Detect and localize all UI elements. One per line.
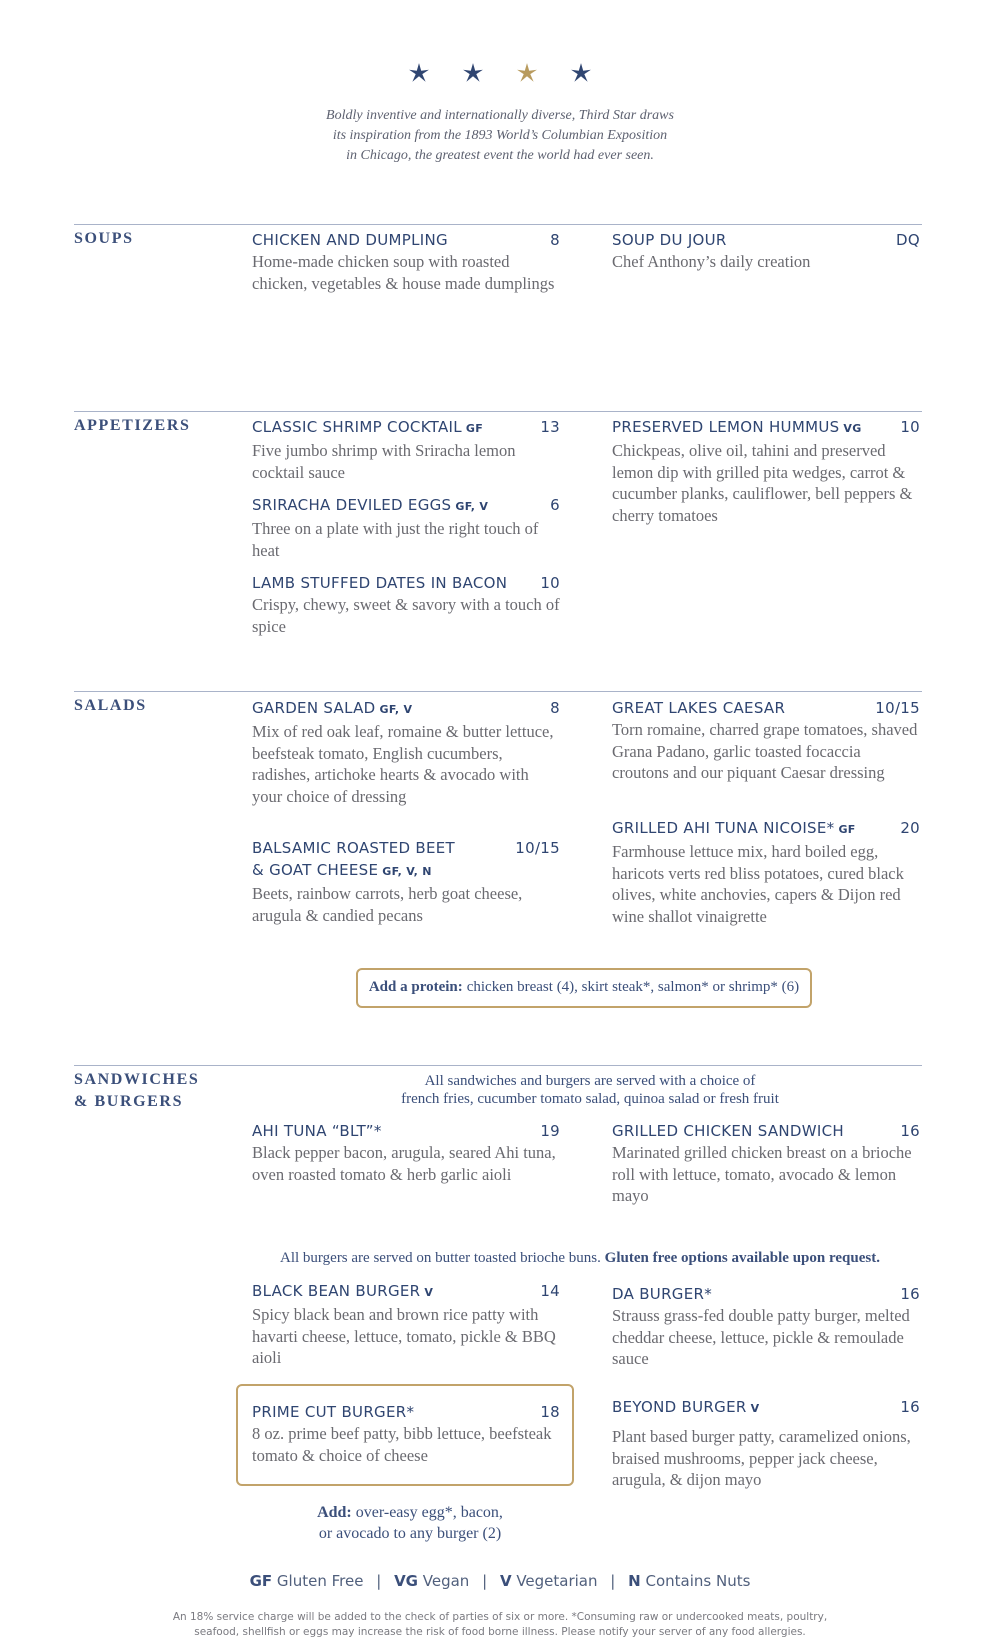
burger-bun-note xyxy=(200,1249,960,1267)
section-divider xyxy=(74,1065,922,1066)
item-price: 8 xyxy=(550,231,560,249)
item-name: AHI TUNA “BLT”* xyxy=(252,1122,382,1140)
fine-print xyxy=(170,1610,830,1640)
item-name: SRIRACHA DEVILED EGGS xyxy=(252,496,452,514)
item-name: CHICKEN AND DUMPLING xyxy=(252,231,448,249)
diet-tags: GF xyxy=(465,422,484,435)
section-title-line: SANDWICHES xyxy=(74,1071,200,1088)
item-name: GRILLED CHICKEN SANDWICH xyxy=(612,1122,844,1140)
legend-separator: | xyxy=(610,1572,616,1590)
item-price: 8 xyxy=(550,699,560,717)
add-protein-label: Add a protein: xyxy=(368,978,463,995)
menu-item xyxy=(252,697,560,807)
burger-addons-note xyxy=(270,1502,550,1544)
legend-label: Vegan xyxy=(422,1572,470,1590)
note-line: french fries, cucumber tomato salad, quinoa salad or fresh fruit xyxy=(401,1091,779,1107)
menu-item xyxy=(252,416,560,483)
item-name: BALSAMIC ROASTED BEET xyxy=(252,839,455,857)
item-name: GARDEN SALAD xyxy=(252,699,376,717)
add-protein-text: chicken breast (4), skirt steak*, salmon* or shrimp* (6) xyxy=(466,978,800,995)
item-description: Farmhouse lettuce mix, hard boiled egg, haricots verts red bliss potatoes, cured black olives, white anchovies, capers & Dijon red wine shallot vinaigrette xyxy=(612,842,904,926)
section-divider xyxy=(74,411,922,412)
item-price: 16 xyxy=(900,1285,920,1303)
item-description: Beets, rainbow carrots, herb goat cheese, arugula & candied pecans xyxy=(252,884,523,925)
item-description: Plant based burger patty, caramelized onions, braised mushrooms, pepper jack cheese, arugula, & dijon mayo xyxy=(612,1427,911,1489)
menu-item xyxy=(612,697,920,784)
item-description: Three on a plate with just the right touch of heat xyxy=(252,519,539,560)
menu-item xyxy=(612,416,920,526)
item-description: 8 oz. prime beef patty, bibb lettuce, beefsteak tomato & choice of cheese xyxy=(252,1424,552,1465)
item-name: BEYOND BURGER xyxy=(612,1398,747,1416)
item-name: SOUP DU JOUR xyxy=(612,231,727,249)
intro-line: Boldly inventive and internationally diverse, Third Star draws xyxy=(326,108,674,123)
section-title-soups: SOUPS xyxy=(74,230,134,247)
menu-item xyxy=(252,229,560,294)
sandwich-sides-note xyxy=(360,1072,820,1108)
item-price: DQ xyxy=(896,231,920,249)
item-price: 10/15 xyxy=(875,699,920,717)
fine-print-line: seafood, shellfish or eggs may increase the risk of food borne illness. Please notify your server of any food allergies. xyxy=(194,1626,806,1638)
legend-label: Vegetarian xyxy=(516,1572,598,1590)
menu-item xyxy=(612,229,920,273)
item-price: 14 xyxy=(540,1282,560,1300)
item-name: & GOAT CHEESE xyxy=(252,861,379,879)
item-description: Five jumbo shrimp with Sriracha lemon cocktail sauce xyxy=(252,441,516,482)
fine-print-line: An 18% service charge will be added to the check of parties of six or more. *Consuming raw or undercooked meats, poultry, xyxy=(172,1611,828,1623)
menu-item xyxy=(612,1120,920,1207)
star-icon xyxy=(570,62,592,84)
menu-item xyxy=(612,1396,920,1491)
add-protein-note xyxy=(358,970,810,1004)
note-line: All sandwiches and burgers are served with a choice of xyxy=(424,1073,756,1089)
diet-tags: GF, V xyxy=(455,500,489,513)
item-name: PRIME CUT BURGER* xyxy=(252,1403,415,1421)
diet-tags: V xyxy=(424,1286,434,1299)
diet-tags: GF, V, N xyxy=(382,865,432,878)
legend-code: VG xyxy=(394,1572,418,1590)
menu-item xyxy=(612,1283,920,1370)
item-price: 10 xyxy=(540,574,560,592)
item-name: PRESERVED LEMON HUMMUS xyxy=(612,418,840,436)
star-icon xyxy=(462,62,484,84)
star-row xyxy=(0,62,1000,89)
diet-tags: V xyxy=(750,1402,760,1415)
legend-label: Gluten Free xyxy=(276,1572,364,1590)
item-price: 16 xyxy=(900,1398,920,1416)
legend-code: V xyxy=(499,1572,512,1590)
item-name: GREAT LAKES CAESAR xyxy=(612,699,786,717)
burger-note-text: All burgers are served on butter toasted brioche buns. xyxy=(280,1250,601,1266)
section-divider xyxy=(74,224,922,225)
item-description: Mix of red oak leaf, romaine & butter lettuce, beefsteak tomato, English cucumbers, radishes, artichoke hearts & avocado with your choice of dressing xyxy=(252,722,554,806)
section-title-line: & BURGERS xyxy=(74,1093,184,1110)
legend-separator: | xyxy=(376,1572,382,1590)
gold-star-icon xyxy=(516,62,538,84)
item-name: LAMB STUFFED DATES IN BACON xyxy=(252,574,508,592)
menu-item xyxy=(252,1120,560,1185)
item-description: Chickpeas, olive oil, tahini and preserved lemon dip with grilled pita wedges, carrot & cucumber planks, cauliflower, bell peppers & cherry tomatoes xyxy=(612,441,913,525)
diet-tags: GF xyxy=(838,823,856,836)
item-price: 13 xyxy=(540,418,560,436)
item-price: 18 xyxy=(540,1403,560,1421)
item-price: 16 xyxy=(900,1122,920,1140)
add-label: Add: xyxy=(317,1504,352,1521)
menu-item xyxy=(252,1401,560,1466)
item-description: Chef Anthony’s daily creation xyxy=(612,252,811,271)
section-title-appetizers: APPETIZERS xyxy=(74,417,191,434)
legend-code: GF xyxy=(249,1572,273,1590)
item-price: 19 xyxy=(540,1122,560,1140)
intro-text xyxy=(200,106,800,166)
intro-line: its inspiration from the 1893 World’s Columbian Exposition xyxy=(332,128,668,143)
diet-legend xyxy=(0,1572,1000,1590)
item-description: Crispy, chewy, sweet & savory with a touch of spice xyxy=(252,595,560,636)
section-title-salads: SALADS xyxy=(74,697,147,714)
item-description: Black pepper bacon, arugula, seared Ahi tuna, oven roasted tomato & herb garlic aioli xyxy=(252,1143,556,1184)
legend-label: Contains Nuts xyxy=(645,1572,751,1590)
diet-tags: GF, V xyxy=(379,703,413,716)
menu-item xyxy=(252,572,560,637)
item-description: Home-made chicken soup with roasted chicken, vegetables & house made dumplings xyxy=(252,252,555,293)
menu-item xyxy=(612,817,920,927)
menu-item xyxy=(252,494,560,561)
item-name: CLASSIC SHRIMP COCKTAIL xyxy=(252,418,462,436)
add-line: or avocado to any burger (2) xyxy=(318,1525,502,1542)
menu-item xyxy=(252,837,560,926)
item-name: GRILLED AHI TUNA NICOISE* xyxy=(612,819,835,837)
item-name: BLACK BEAN BURGER xyxy=(252,1282,421,1300)
star-icon xyxy=(408,62,430,84)
item-description: Marinated grilled chicken breast on a brioche roll with lettuce, tomato, avocado & lemon mayo xyxy=(612,1143,912,1205)
item-price: 6 xyxy=(550,496,560,514)
section-title-sandwiches xyxy=(74,1069,199,1113)
legend-separator: | xyxy=(482,1572,488,1590)
item-name: DA BURGER* xyxy=(612,1285,713,1303)
legend-code: N xyxy=(628,1572,641,1590)
intro-line: in Chicago, the greatest event the world had ever seen. xyxy=(346,148,654,163)
burger-note-bold: Gluten free options available upon request. xyxy=(604,1250,880,1266)
item-description: Strauss grass-fed double patty burger, melted cheddar cheese, lettuce, pickle & remoulade sauce xyxy=(612,1306,910,1368)
item-price: 10/15 xyxy=(515,839,560,857)
item-price: 20 xyxy=(900,819,920,837)
item-description: Torn romaine, charred grape tomatoes, shaved Grana Padano, garlic toasted focaccia croutons and our piquant Caesar dressing xyxy=(612,720,918,782)
add-line: over-easy egg*, bacon, xyxy=(355,1504,503,1521)
menu-item xyxy=(252,1280,560,1369)
diet-tags: VG xyxy=(843,422,862,435)
item-price: 10 xyxy=(900,418,920,436)
item-description: Spicy black bean and brown rice patty with havarti cheese, lettuce, tomato, pickle & BBQ aioli xyxy=(252,1305,556,1367)
section-divider xyxy=(74,691,922,692)
